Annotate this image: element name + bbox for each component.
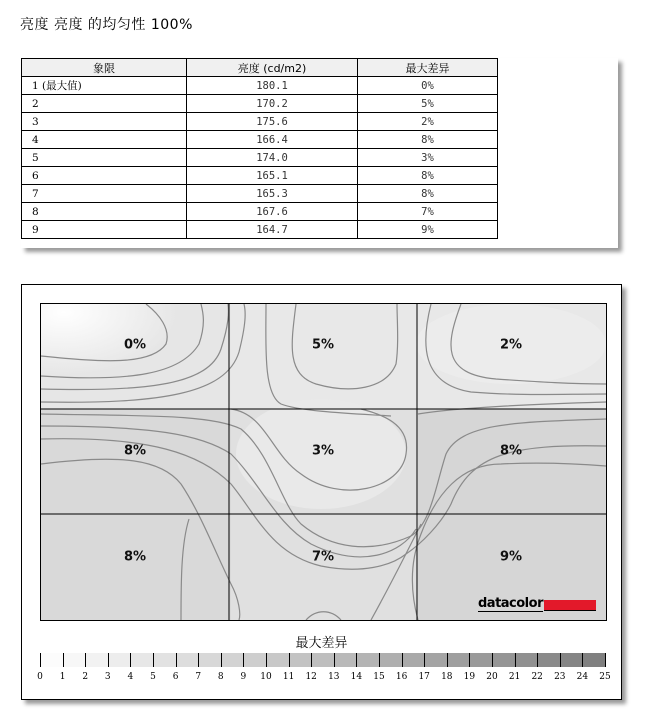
cell-label-7: 8% — [123, 549, 147, 565]
cell-label-3: 2% — [499, 337, 523, 353]
legend-segment — [402, 653, 425, 667]
table-row — [22, 149, 498, 167]
legend-tick-label: 11 — [282, 672, 295, 682]
cell-luminance: 174.0 — [187, 149, 358, 167]
legend-tick-mark — [311, 653, 312, 667]
cell-label-1: 0% — [123, 337, 147, 353]
legend-tick-mark — [266, 653, 267, 667]
legend-tick-mark — [582, 653, 583, 667]
cell-max-diff: 9% — [358, 221, 498, 239]
cell-label-8: 7% — [311, 549, 335, 565]
legend-tick-mark — [176, 653, 177, 667]
legend-tick-label: 23 — [554, 672, 566, 682]
cell-quadrant: 3 — [22, 113, 187, 131]
legend-tick-mark — [130, 653, 131, 667]
legend-segment — [243, 653, 266, 667]
legend-segment — [334, 653, 357, 667]
legend-segment — [356, 653, 379, 667]
legend-tick-mark — [469, 653, 470, 667]
legend-tick-label: 25 — [599, 672, 611, 682]
cell-luminance: 170.2 — [187, 95, 358, 113]
legend-segment — [582, 653, 605, 667]
legend-tick-label: 20 — [486, 672, 498, 682]
legend-segment — [153, 653, 176, 667]
logo-red-bar — [544, 600, 596, 611]
cell-max-diff: 8% — [358, 167, 498, 185]
legend-tick-label: 2 — [82, 672, 89, 682]
legend-tick-label: 17 — [418, 672, 430, 682]
legend-segment — [424, 653, 447, 667]
legend-segment — [63, 653, 86, 667]
cell-quadrant: 9 — [22, 221, 187, 239]
legend-segment — [40, 653, 63, 667]
legend-tick-mark — [198, 653, 199, 667]
cell-max-diff: 0% — [358, 77, 498, 95]
datacolor-logo — [478, 597, 596, 611]
table-row — [22, 185, 498, 203]
legend-tick-label: 6 — [172, 672, 179, 682]
legend-tick-label: 1 — [59, 672, 66, 682]
cell-label-9: 9% — [499, 549, 523, 565]
cell-luminance: 164.7 — [187, 221, 358, 239]
legend-tick-mark — [402, 653, 403, 667]
legend-tick-label: 24 — [576, 672, 589, 682]
cell-max-diff: 2% — [358, 113, 498, 131]
table-header-row — [22, 59, 498, 77]
logo-text: datacolor — [477, 595, 543, 611]
legend-tick-label: 14 — [350, 672, 363, 682]
legend-tick-label: 19 — [463, 672, 476, 682]
cell-luminance: 165.1 — [187, 167, 358, 185]
cell-quadrant: 4 — [22, 131, 187, 149]
cell-max-diff: 8% — [358, 131, 498, 149]
legend-segment — [379, 653, 402, 667]
legend-segment — [85, 653, 108, 667]
legend-tick-mark — [243, 653, 244, 667]
legend-tick-label: 16 — [395, 672, 408, 682]
legend-tick-mark — [40, 653, 41, 667]
table-row — [22, 113, 498, 131]
cell-luminance: 166.4 — [187, 131, 358, 149]
table-row — [22, 167, 498, 185]
cell-label-6: 8% — [499, 443, 523, 459]
legend-tick-mark — [356, 653, 357, 667]
cell-quadrant: 2 — [22, 95, 187, 113]
table-row — [22, 131, 498, 149]
legend-tick-mark — [153, 653, 154, 667]
legend-tick-mark — [108, 653, 109, 667]
legend-tick-mark — [85, 653, 86, 667]
cell-luminance: 180.1 — [187, 77, 358, 95]
legend-segment — [198, 653, 221, 667]
table-row — [22, 203, 498, 221]
cell-quadrant: 8 — [22, 203, 187, 221]
legend-tick-label: 4 — [127, 672, 134, 682]
legend-tick-mark — [605, 653, 606, 667]
legend-segment — [560, 653, 583, 667]
legend-segment — [469, 653, 492, 667]
legend-segment — [108, 653, 131, 667]
legend-tick-mark — [221, 653, 222, 667]
legend-tick-mark — [334, 653, 335, 667]
legend-tick-label: 13 — [328, 672, 340, 682]
legend-colorbar — [40, 653, 605, 667]
cell-max-diff: 5% — [358, 95, 498, 113]
legend-segment — [447, 653, 470, 667]
cell-luminance: 165.3 — [187, 185, 358, 203]
table-row — [22, 95, 498, 113]
cell-label-5: 3% — [311, 443, 335, 459]
legend-tick-mark — [492, 653, 493, 667]
legend-title: 最大差异 — [295, 636, 348, 651]
legend-tick-label: 18 — [441, 672, 453, 682]
legend-tick-label: 15 — [373, 672, 385, 682]
legend-tick-label: 7 — [195, 672, 202, 682]
cell-max-diff: 3% — [358, 149, 498, 167]
cell-quadrant: 7 — [22, 185, 187, 203]
legend-segment — [514, 653, 537, 667]
legend-segment — [266, 653, 289, 667]
cell-luminance: 167.6 — [187, 203, 358, 221]
uniformity-table-container — [21, 58, 618, 248]
legend-segment — [289, 653, 312, 667]
legend-tick-label: 22 — [531, 672, 543, 682]
legend-tick-label: 10 — [260, 672, 272, 682]
legend-tick-mark — [537, 653, 538, 667]
header-quadrant: 象限 — [22, 59, 187, 77]
legend-tick-mark — [63, 653, 64, 667]
legend-tick-mark — [447, 653, 448, 667]
legend-segment — [537, 653, 560, 667]
table-row — [22, 221, 498, 239]
legend-tick-mark — [379, 653, 380, 667]
cell-quadrant: 1 (最大值) — [22, 77, 187, 95]
table-row — [22, 77, 498, 95]
header-max-diff: 最大差异 — [358, 59, 498, 77]
heatmap-plot — [40, 303, 607, 621]
cell-max-diff: 8% — [358, 185, 498, 203]
legend-segment — [176, 653, 199, 667]
cell-label-2: 5% — [311, 337, 335, 353]
legend-segment — [221, 653, 244, 667]
cell-quadrant: 6 — [22, 167, 187, 185]
legend-tick-label: 12 — [305, 672, 317, 682]
header-luminance: 亮度 (cd/m2) — [187, 59, 358, 77]
legend-tick-mark — [560, 653, 561, 667]
legend-segment — [130, 653, 153, 667]
uniformity-table — [21, 58, 498, 239]
page-title: 亮度 亮度 的均匀性 100% — [20, 17, 193, 33]
cell-max-diff: 7% — [358, 203, 498, 221]
legend-tick-mark — [289, 653, 290, 667]
legend-segment — [311, 653, 334, 667]
uniformity-heatmap-panel — [21, 284, 622, 700]
legend-tick-mark — [515, 653, 516, 667]
legend-tick-label: 5 — [150, 672, 156, 682]
cell-luminance: 175.6 — [187, 113, 358, 131]
legend-tick-mark — [424, 653, 425, 667]
legend-segment — [492, 653, 515, 667]
cell-quadrant: 5 — [22, 149, 187, 167]
legend-tick-label: 9 — [240, 672, 247, 682]
legend-tick-label: 0 — [37, 672, 43, 682]
legend-tick-label: 8 — [217, 672, 224, 682]
cell-label-4: 8% — [123, 443, 147, 459]
legend-tick-label: 21 — [508, 672, 521, 682]
legend-tick-label: 3 — [104, 672, 111, 682]
